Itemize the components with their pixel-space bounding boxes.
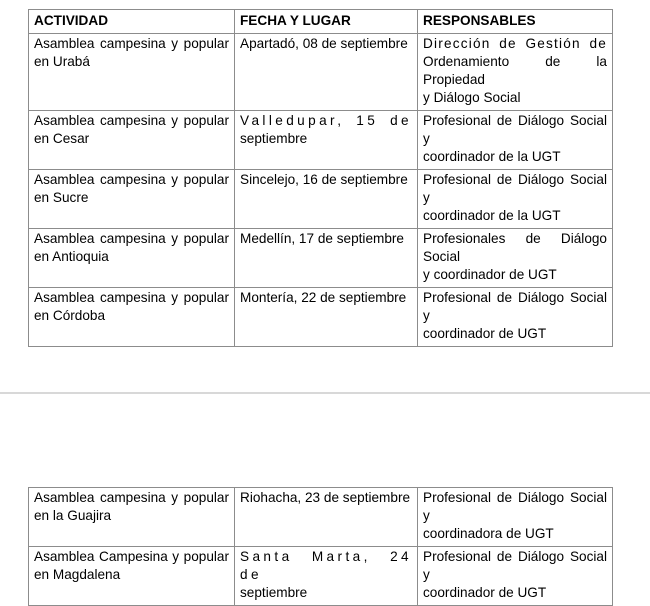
fecha-line: Apartadó, 08 de septiembre <box>240 36 408 51</box>
responsables-line: Profesional de Diálogo Social y <box>423 490 607 523</box>
actividad-line: en Córdoba <box>34 308 106 323</box>
header-fecha-lugar: FECHA Y LUGAR <box>235 10 418 34</box>
header-responsables: RESPONSABLES <box>418 10 613 34</box>
responsables-line: Dirección de Gestión de <box>423 36 607 51</box>
actividad-line: Asamblea campesina y popular <box>34 231 229 246</box>
actividad-line: Asamblea Campesina y popular <box>34 549 229 564</box>
actividad-line: Asamblea campesina y popular <box>34 490 229 505</box>
actividad-line: en Magdalena <box>34 567 121 582</box>
responsables-cell <box>418 229 613 288</box>
responsables-line: coordinador de UGT <box>423 585 547 600</box>
fecha-line: Santa Marta, 24 de <box>240 549 412 582</box>
fecha-cell <box>235 288 418 347</box>
actividad-line: en Urabá <box>34 54 90 69</box>
responsables-line: coordinador de la UGT <box>423 208 561 223</box>
responsables-cell <box>418 34 613 111</box>
responsables-line: y coordinador de UGT <box>423 267 557 282</box>
actividad-line: en Sucre <box>34 190 89 205</box>
table-row <box>29 547 613 606</box>
actividad-cell <box>29 547 235 606</box>
document-page-2 <box>0 394 650 600</box>
actividad-line: en Cesar <box>34 131 90 146</box>
table-row <box>29 34 613 111</box>
responsables-line: Ordenamiento de la Propiedad <box>423 54 607 87</box>
responsables-cell <box>418 170 613 229</box>
actividad-cell <box>29 229 235 288</box>
responsables-line: Profesional de Diálogo Social y <box>423 172 607 205</box>
fecha-cell <box>235 488 418 547</box>
actividad-line: Asamblea campesina y popular <box>34 172 229 187</box>
fecha-line: Medellín, 17 de septiembre <box>240 231 404 246</box>
fecha-line: Valledupar, 15 de <box>240 113 412 128</box>
table-header-row <box>29 10 613 34</box>
actividad-cell <box>29 111 235 170</box>
responsables-line: coordinador de UGT <box>423 326 547 341</box>
responsables-line: Profesional de Diálogo Social y <box>423 290 607 323</box>
responsables-line: y Diálogo Social <box>423 90 521 105</box>
actividad-cell <box>29 34 235 111</box>
fecha-line: Riohacha, 23 de septiembre <box>240 490 411 505</box>
fecha-line: septiembre <box>240 131 308 146</box>
table-row <box>29 229 613 288</box>
responsables-line: Profesional de Diálogo Social y <box>423 549 607 582</box>
responsables-line: coordinador de la UGT <box>423 149 561 164</box>
actividad-cell <box>29 488 235 547</box>
table-row <box>29 111 613 170</box>
activities-table-part-1 <box>28 9 613 347</box>
fecha-cell <box>235 111 418 170</box>
actividad-line: Asamblea campesina y popular <box>34 113 229 128</box>
actividad-line: en la Guajira <box>34 508 112 523</box>
table-row <box>29 488 613 547</box>
actividad-line: Asamblea campesina y popular <box>34 290 229 305</box>
responsables-cell <box>418 488 613 547</box>
actividad-cell <box>29 170 235 229</box>
responsables-line: coordinadora de UGT <box>423 526 554 541</box>
activities-table-part-2 <box>28 487 613 606</box>
responsables-line: Profesional de Diálogo Social y <box>423 113 607 146</box>
responsables-cell <box>418 547 613 606</box>
fecha-cell <box>235 229 418 288</box>
fecha-cell <box>235 170 418 229</box>
fecha-line: septiembre <box>240 585 308 600</box>
actividad-cell <box>29 288 235 347</box>
fecha-line: Sincelejo, 16 de septiembre <box>240 172 408 187</box>
actividad-line: en Antioquia <box>34 249 109 264</box>
responsables-cell <box>418 111 613 170</box>
table-row <box>29 170 613 229</box>
header-actividad: ACTIVIDAD <box>29 10 235 34</box>
responsables-line: Profesionales de Diálogo Social <box>423 231 607 264</box>
table-row <box>29 288 613 347</box>
responsables-cell <box>418 288 613 347</box>
fecha-cell <box>235 547 418 606</box>
actividad-line: Asamblea campesina y popular <box>34 36 229 51</box>
fecha-cell <box>235 34 418 111</box>
fecha-line: Montería, 22 de septiembre <box>240 290 407 305</box>
